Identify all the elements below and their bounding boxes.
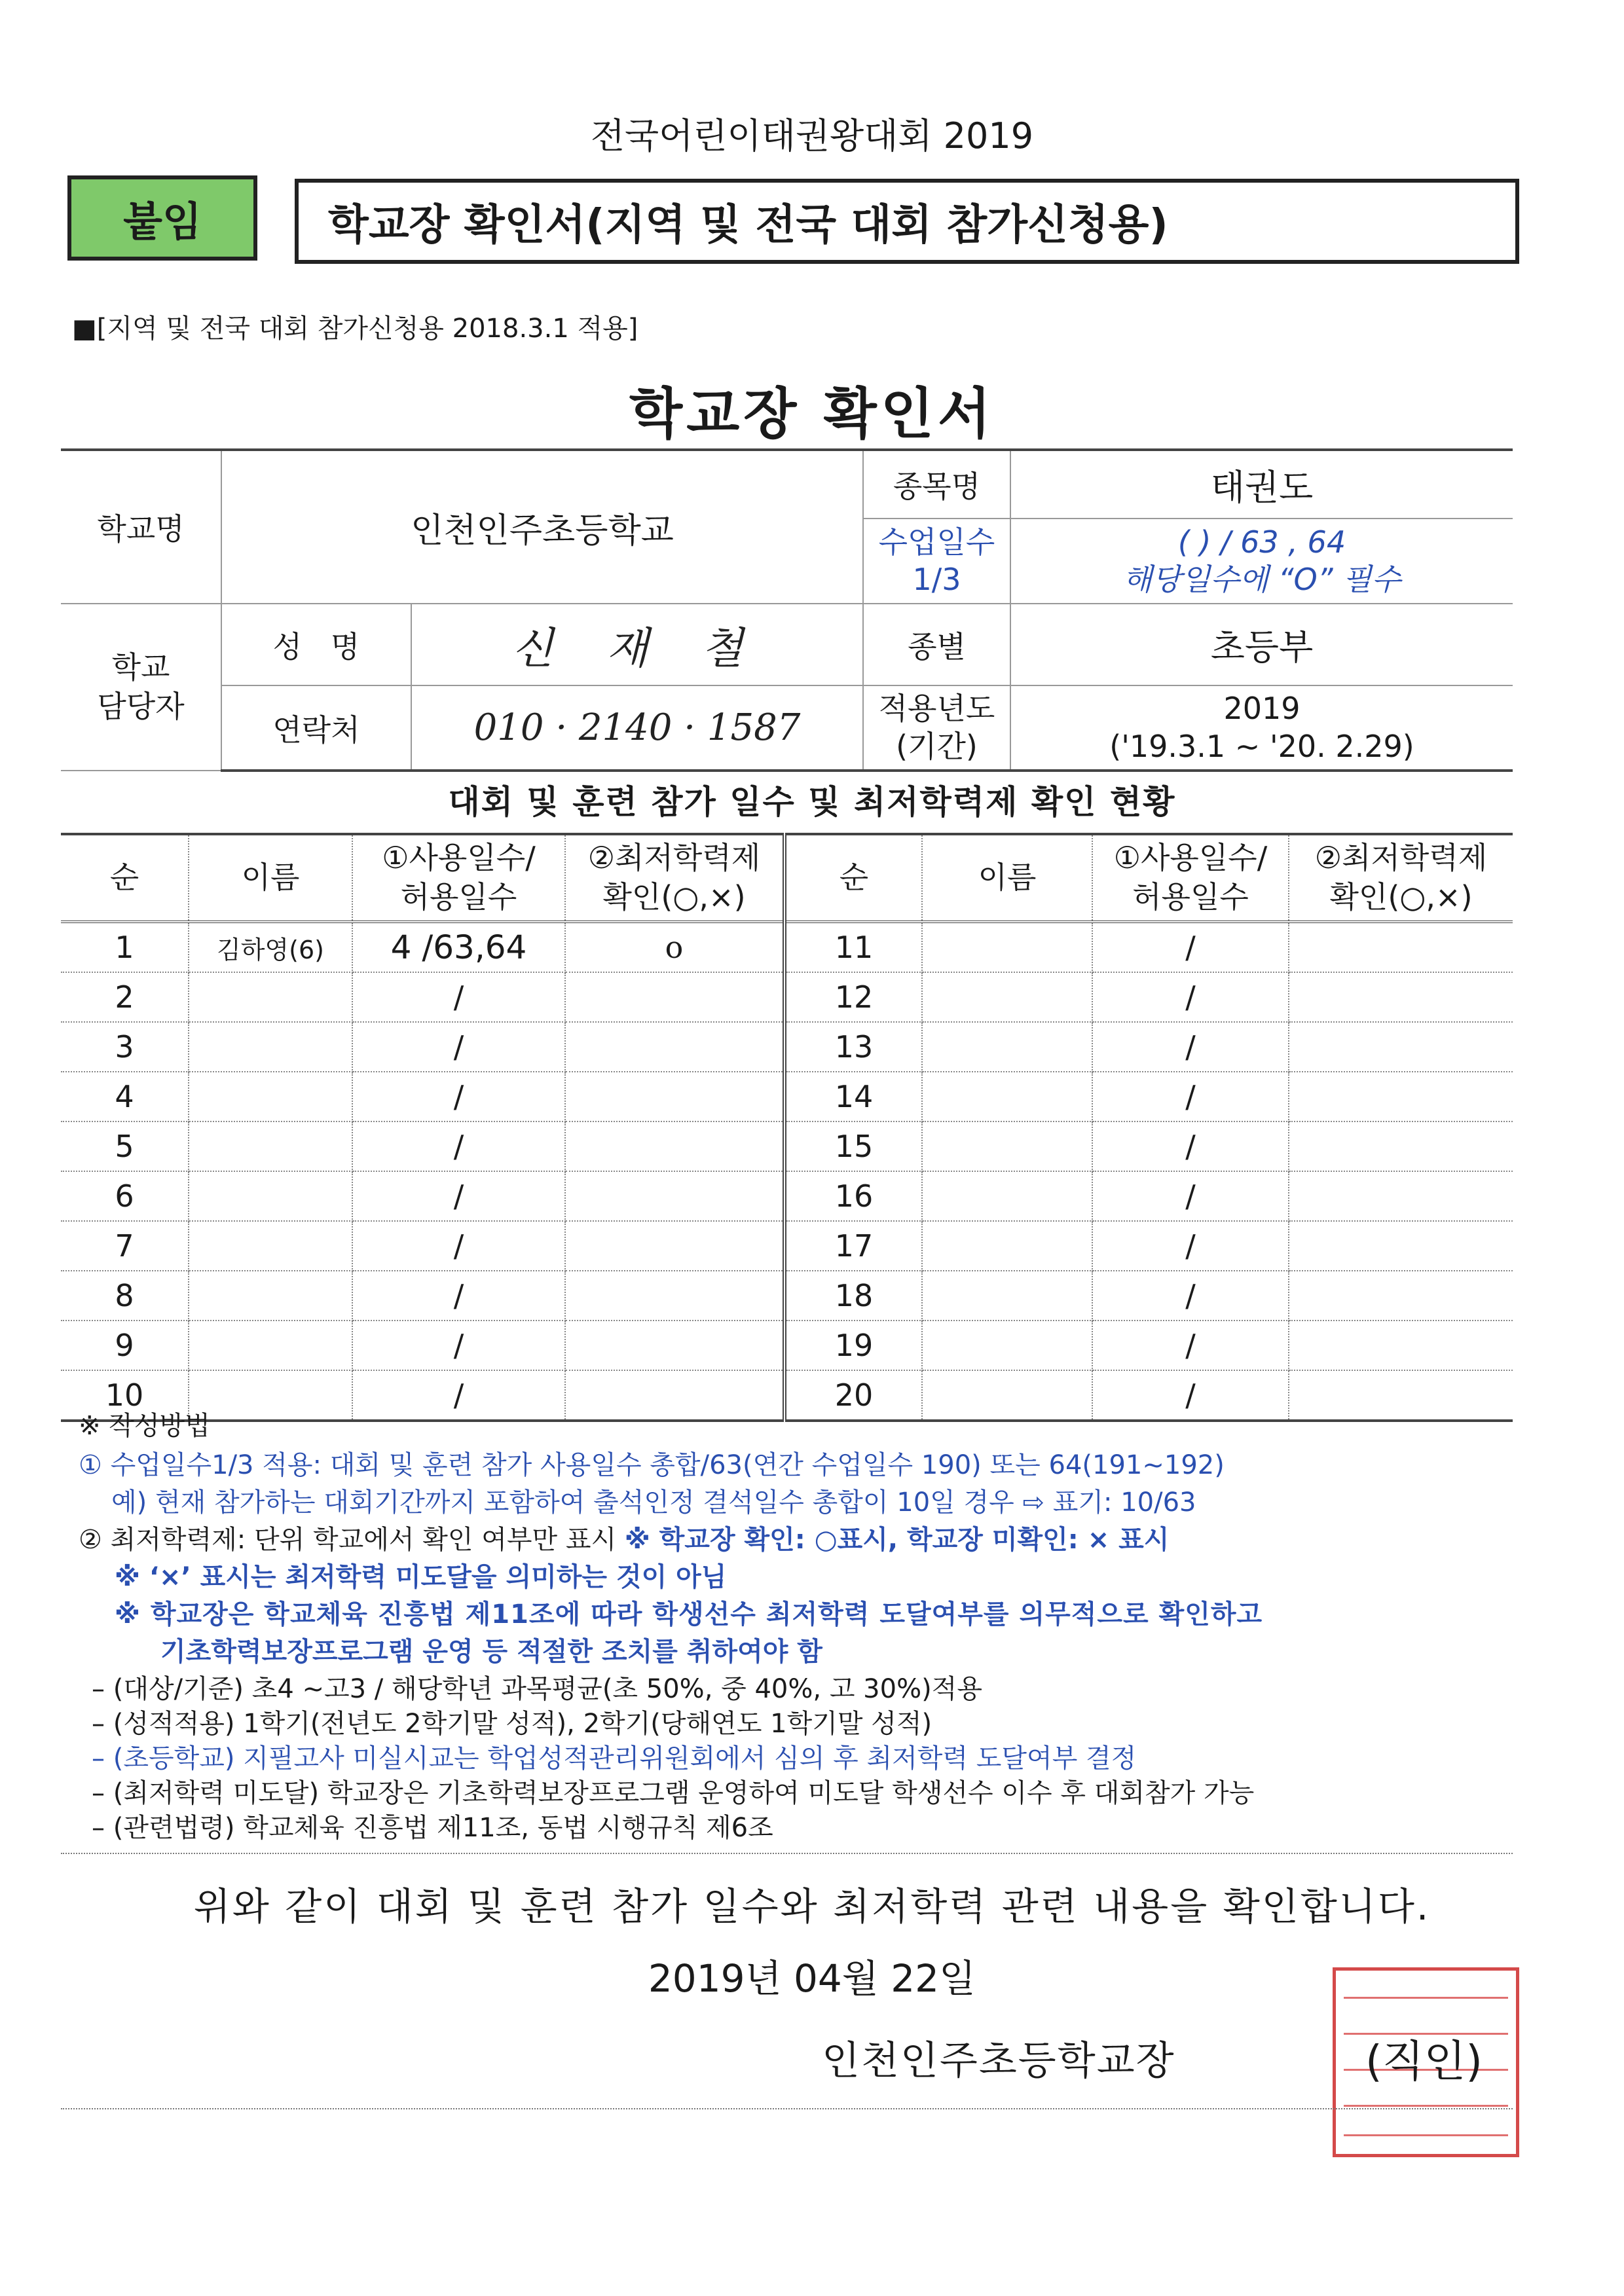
header-days xyxy=(352,834,565,922)
header-days xyxy=(1092,834,1289,922)
method-line-9: – (초등학교) 지필고사 미실시교는 학업성적관리위원회에서 심의 후 최저학력 도달여부 결정 xyxy=(92,1743,1137,1774)
row-check xyxy=(565,1121,784,1171)
method-line-3 xyxy=(79,1527,1169,1553)
row-check xyxy=(1289,1171,1513,1221)
row-no: 18 xyxy=(784,1271,922,1321)
year-value-line2: ('19.3.1 ~ '20. 2.29) xyxy=(1109,728,1414,764)
row-no: 7 xyxy=(61,1221,189,1271)
method-line-5: ※ 학교장은 학교체육 진흥법 제11조에 따라 학생선수 최저학력 도달여부를 의무적으로 확인하고 xyxy=(115,1599,1263,1630)
row-days: / xyxy=(352,1022,565,1072)
row-name xyxy=(922,1271,1092,1321)
table-row xyxy=(61,1321,1513,1370)
category-label: 종별 xyxy=(863,604,1010,685)
header-days-line1: ①사용일수/ xyxy=(1113,840,1268,876)
row-check xyxy=(565,1072,784,1121)
principal-name: 인천인주초등학교장 xyxy=(822,2038,1175,2084)
row-no: 9 xyxy=(61,1321,189,1370)
divider xyxy=(61,2108,1513,2109)
row-name xyxy=(189,1072,352,1121)
row-days: / xyxy=(352,1321,565,1370)
row-days: 4 /63,64 xyxy=(352,922,565,972)
row-days: / xyxy=(1092,1271,1289,1321)
table-row xyxy=(61,1221,1513,1271)
row-check xyxy=(1289,1221,1513,1271)
row-name xyxy=(189,1121,352,1171)
method-line-6: 기초학력보장프로그램 운영 등 적절한 조치를 취하여야 함 xyxy=(160,1637,822,1667)
method-line-3-emphasis: ※ 학교장 확인: ○표시, 학교장 미확인: × 표시 xyxy=(624,1525,1170,1555)
row-no: 17 xyxy=(784,1221,922,1271)
row-check xyxy=(1289,922,1513,972)
row-days: / xyxy=(352,1370,565,1421)
row-no: 13 xyxy=(784,1022,922,1072)
row-name xyxy=(922,972,1092,1022)
row-days: / xyxy=(1092,1321,1289,1370)
class-days-value xyxy=(1010,519,1513,604)
row-check xyxy=(1289,1271,1513,1321)
category-value: 초등부 xyxy=(1010,604,1513,685)
header-no: 순 xyxy=(61,834,189,922)
applicability-note: ■[지역 및 전국 대회 참가신청용 2018.3.1 적용] xyxy=(72,314,638,344)
row-no: 8 xyxy=(61,1271,189,1321)
row-name xyxy=(922,1321,1092,1370)
contact-value: 010 · 2140 · 1587 xyxy=(411,685,863,771)
row-days: / xyxy=(1092,972,1289,1022)
confirmation-text: 위와 같이 대회 및 훈련 참가 일수와 최저학력 관련 내용을 확인합니다. xyxy=(193,1884,1431,1929)
sport-value: 태권도 xyxy=(1010,450,1513,519)
seal-label: (직인) xyxy=(1365,2036,1483,2086)
header-days-line2: 허용일수 xyxy=(400,879,517,915)
method-line-8: – (성적적용) 1학기(전년도 2학기말 성적), 2학기(당해연도 1학기말 성적) xyxy=(92,1709,932,1739)
method-line-3-text: ② 최저학력제: 단위 학교에서 확인 여부만 표시 xyxy=(79,1525,625,1555)
row-check xyxy=(565,1221,784,1271)
row-check xyxy=(1289,972,1513,1022)
row-check: o xyxy=(565,922,784,972)
header-check-line2: 확인(○,×) xyxy=(1329,879,1473,915)
school-name-value: 인천인주초등학교 xyxy=(221,450,863,604)
row-no: 16 xyxy=(784,1171,922,1221)
row-name xyxy=(189,1370,352,1421)
method-line-1: ① 수업일수1/3 적용: 대회 및 훈련 참가 사용일수 총합/63(연간 수업일수 190) 또는 64(191~192) xyxy=(79,1450,1225,1480)
row-no: 20 xyxy=(784,1370,922,1421)
staff-label-line1: 학교 xyxy=(111,649,170,685)
row-no: 12 xyxy=(784,972,922,1022)
row-check xyxy=(565,1271,784,1321)
header-check-line1: ②최저학력제 xyxy=(1314,840,1488,876)
school-info-table xyxy=(61,448,1513,772)
document-title: 학교장 확인서 xyxy=(629,382,995,446)
staff-label-line2: 담당자 xyxy=(97,688,185,724)
row-name xyxy=(922,922,1092,972)
header-check-line1: ②최저학력제 xyxy=(587,840,761,876)
class-days-hint: 해당일수에 “O” 필수 xyxy=(1122,562,1401,597)
row-check xyxy=(565,1370,784,1421)
row-name xyxy=(189,1321,352,1370)
class-days-fraction: ( ) / 63 , 64 xyxy=(1177,524,1346,560)
row-check xyxy=(1289,1121,1513,1171)
header-check-line2: 확인(○,×) xyxy=(602,879,746,915)
row-check xyxy=(565,1321,784,1370)
status-title: 대회 및 훈련 참가 일수 및 최저학력제 확인 현황 xyxy=(448,783,1176,821)
confirmation-date: 2019년 04월 22일 xyxy=(648,1956,976,2001)
row-no: 1 xyxy=(61,922,189,972)
staff-name-value: 신 재 철 xyxy=(411,604,863,685)
row-days: / xyxy=(1092,1171,1289,1221)
row-no: 11 xyxy=(784,922,922,972)
row-name xyxy=(922,1022,1092,1072)
class-days-label xyxy=(863,519,1010,604)
staff-label xyxy=(61,604,221,771)
table-row xyxy=(61,1072,1513,1121)
row-name xyxy=(922,1121,1092,1171)
year-value xyxy=(1010,685,1513,771)
table-row xyxy=(61,1370,1513,1421)
row-days: / xyxy=(1092,922,1289,972)
row-no: 14 xyxy=(784,1072,922,1121)
class-days-label-line1: 수업일수 xyxy=(878,524,995,560)
method-line-4: ※ ‘×’ 표시는 최저학력 미도달을 의미하는 것이 아님 xyxy=(115,1562,727,1592)
row-name xyxy=(189,972,352,1022)
row-days: / xyxy=(352,1171,565,1221)
attachment-badge: 붙임 xyxy=(67,175,257,261)
row-check xyxy=(1289,1321,1513,1370)
row-days: / xyxy=(1092,1121,1289,1171)
row-no: 6 xyxy=(61,1171,189,1221)
table-row xyxy=(61,1271,1513,1321)
row-no: 15 xyxy=(784,1121,922,1171)
row-name xyxy=(189,1171,352,1221)
row-check xyxy=(565,972,784,1022)
table-row xyxy=(61,1171,1513,1221)
year-value-line1: 2019 xyxy=(1223,691,1301,726)
row-no: 4 xyxy=(61,1072,189,1121)
class-days-label-line2: 1/3 xyxy=(912,562,961,597)
row-name xyxy=(922,1370,1092,1421)
sport-label: 종목명 xyxy=(863,450,1010,519)
year-label-line2: (기간) xyxy=(896,728,978,764)
table-row xyxy=(61,922,1513,972)
header-name: 이름 xyxy=(189,834,352,922)
row-check xyxy=(565,1171,784,1221)
header-name: 이름 xyxy=(922,834,1092,922)
row-days: / xyxy=(352,1271,565,1321)
row-name: 김하영(6) xyxy=(189,922,352,972)
row-days: / xyxy=(352,1221,565,1271)
table-row xyxy=(61,972,1513,1022)
row-no: 3 xyxy=(61,1022,189,1072)
header-check xyxy=(1289,834,1513,922)
header-days-line1: ①사용일수/ xyxy=(382,840,536,876)
contact-label: 연락처 xyxy=(221,685,411,771)
row-days: / xyxy=(1092,1022,1289,1072)
row-name xyxy=(922,1072,1092,1121)
row-check xyxy=(565,1022,784,1072)
row-days: / xyxy=(352,972,565,1022)
row-name xyxy=(922,1171,1092,1221)
staff-name-label: 성 명 xyxy=(221,604,411,685)
header-days-line2: 허용일수 xyxy=(1132,879,1249,915)
row-days: / xyxy=(1092,1370,1289,1421)
row-days: / xyxy=(352,1072,565,1121)
header-check xyxy=(565,834,784,922)
row-days: / xyxy=(352,1121,565,1171)
row-days: / xyxy=(1092,1072,1289,1121)
table-row xyxy=(61,1022,1513,1072)
row-check xyxy=(1289,1022,1513,1072)
row-name xyxy=(922,1221,1092,1271)
row-days: / xyxy=(1092,1221,1289,1271)
participation-table xyxy=(61,833,1513,1422)
row-no: 2 xyxy=(61,972,189,1022)
method-line-2: 예) 현재 참가하는 대회기간까지 포함하여 출석인정 결석일수 총합이 10일 경우 ⇨ 표기: 10/63 xyxy=(111,1487,1196,1518)
method-title: ※ 작성방법 xyxy=(79,1411,210,1441)
table-row xyxy=(61,1121,1513,1171)
year-label-line1: 적용년도 xyxy=(878,691,995,726)
row-no: 19 xyxy=(784,1321,922,1370)
event-title: 전국어린이태권왕대회 2019 xyxy=(590,115,1034,156)
header-no: 순 xyxy=(784,834,922,922)
row-name xyxy=(189,1022,352,1072)
method-line-11: – (관련법령) 학교체육 진흥법 제11조, 동법 시행규칙 제6조 xyxy=(92,1813,773,1843)
header-box-title: 학교장 확인서(지역 및 전국 대회 참가신청용) xyxy=(295,179,1519,264)
row-check xyxy=(1289,1370,1513,1421)
row-no: 10 xyxy=(61,1370,189,1421)
row-name xyxy=(189,1221,352,1271)
method-line-10: – (최저학력 미도달) 학교장은 기초학력보장프로그램 운영하여 미도달 학생선수 이수 후 대회참가 가능 xyxy=(92,1778,1255,1808)
method-line-7: – (대상/기준) 초4 ~고3 / 해당학년 과목평균(초 50%, 중 40%, 고 30%)적용 xyxy=(92,1674,982,1704)
row-check xyxy=(1289,1072,1513,1121)
year-label xyxy=(863,685,1010,771)
school-name-label: 학교명 xyxy=(61,450,221,604)
row-name xyxy=(189,1271,352,1321)
row-no: 5 xyxy=(61,1121,189,1171)
divider xyxy=(61,1853,1513,1854)
